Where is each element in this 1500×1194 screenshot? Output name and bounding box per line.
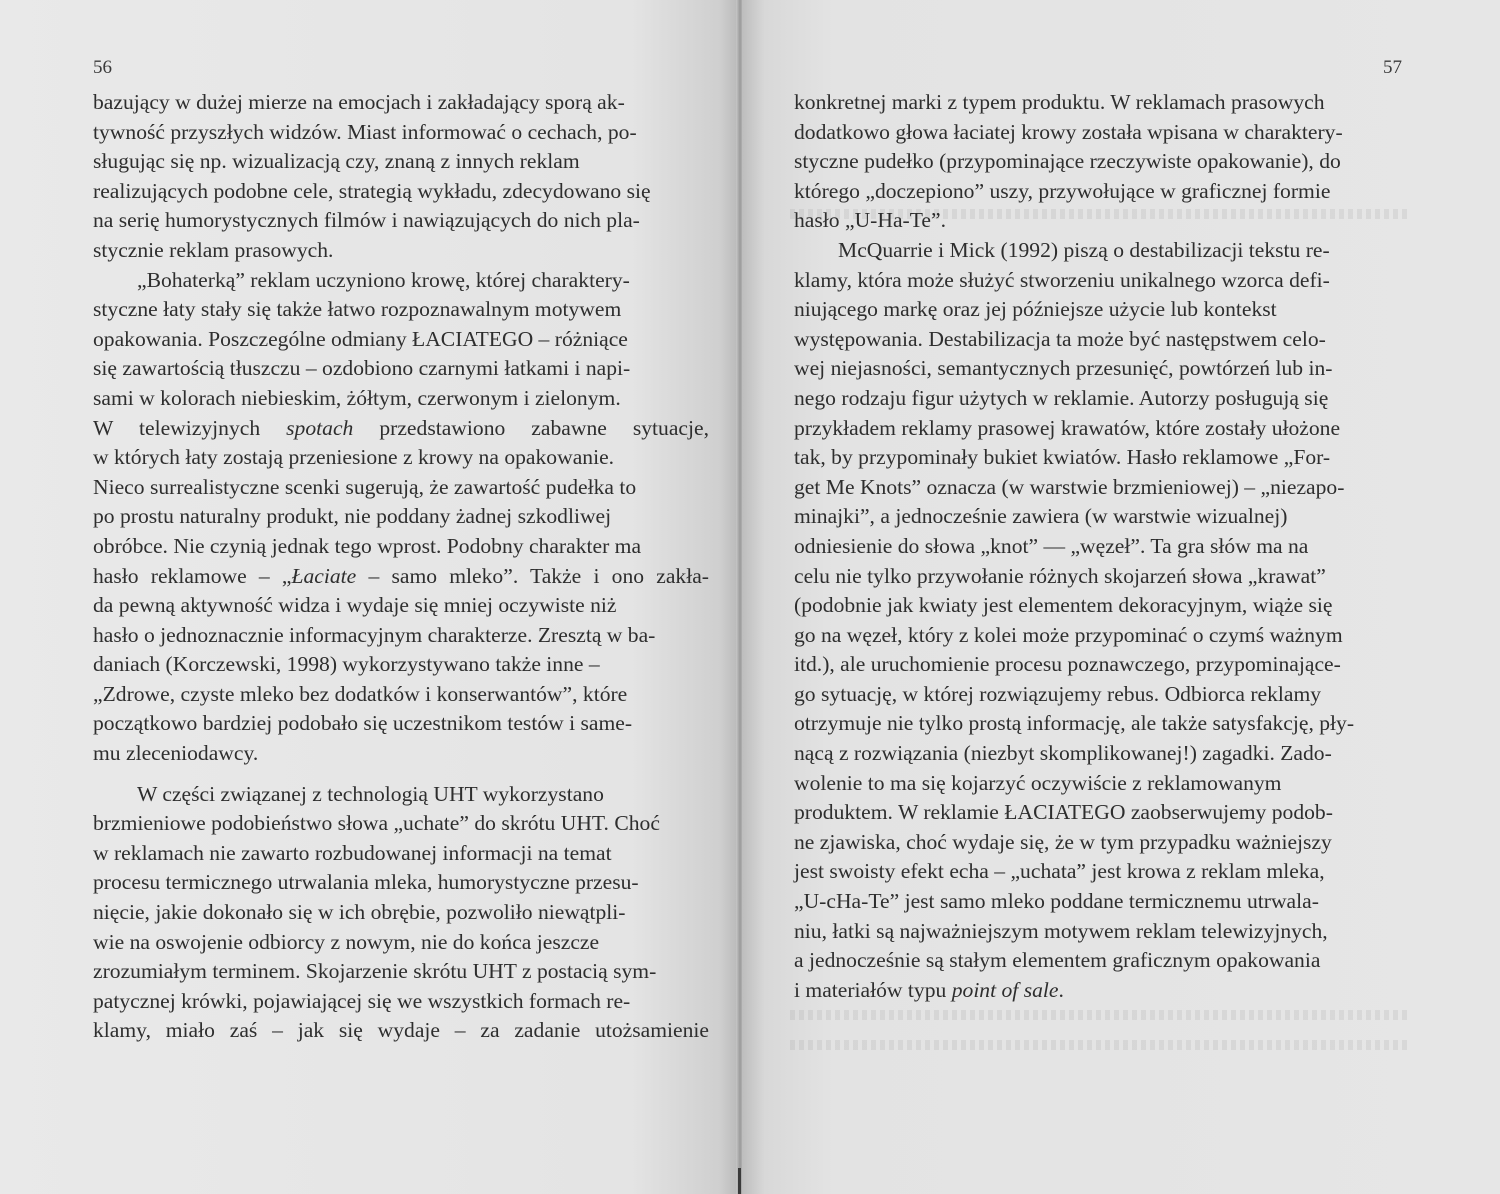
text-line: „Zdrowe, czyste mleko bez dodatków i konserwantów”, które xyxy=(93,681,628,706)
italic-term: spotach xyxy=(286,415,354,440)
text-line: daniach (Korczewski, 1998) wykorzystywano także inne – xyxy=(93,652,600,677)
text-line: procesu termicznego utrwalania mleka, humorystyczne przesu- xyxy=(93,870,639,895)
text-line xyxy=(93,562,709,592)
text-line: „U-cHa-Te” jest samo mleko poddane termicznemu utrwala- xyxy=(794,889,1319,914)
text-line: ne zjawiska, choć wydaje się, że w tym przypadku ważniejszy xyxy=(794,829,1332,854)
text-line: w których łaty zostają przeniesione z krowy na opakowanie. xyxy=(93,445,615,470)
text-line: sługując się np. wizualizacją czy, znaną z innych reklam xyxy=(93,149,580,174)
text-line: go sytuację, w której rozwiązujemy rebus. Odbiorca reklamy xyxy=(794,681,1322,706)
text-line: „Bohaterką” reklam uczyniono krowę, której charaktery- xyxy=(137,267,630,292)
text-line xyxy=(794,976,1408,1006)
text-line: a jednocześnie są stałym elementem graficznym opakowania xyxy=(794,948,1321,973)
paragraph xyxy=(794,236,1408,1005)
text-line: mu zleceniodawcy. xyxy=(93,741,259,766)
text-line: itd.), ale uruchomienie procesu poznawczego, przypominające- xyxy=(794,652,1341,677)
text-line: początkowo bardziej podobało się uczestnikom testów i same- xyxy=(93,711,633,736)
text-line: sami w kolorach niebieskim, żółtym, czerwonym i zielonym. xyxy=(93,385,621,410)
text-line: hasło „U-Ha-Te”. xyxy=(794,208,946,233)
text-line: realizujących podobne cele, strategią wykładu, zdecydowano się xyxy=(93,178,651,203)
text-line: otrzymuje nie tylko prostą informację, ale także satysfakcję, pły- xyxy=(794,711,1355,736)
left-page-body xyxy=(93,88,709,1046)
text-line: da pewną aktywność widza i wydaje się mniej oczywiste niż xyxy=(93,593,617,618)
text-line: dodatkowo głowa łaciatej krowy została wpisana w charaktery- xyxy=(794,119,1343,144)
text-line: przykładem reklamy prasowej krawatów, które zostały ułożone xyxy=(794,415,1341,440)
show-through-artifact xyxy=(790,209,1410,219)
text-line: Nieco surrealistyczne scenki sugerują, że zawartość pudełka to xyxy=(93,474,637,499)
text-segment: przedstawiono zabawne sytuacje, xyxy=(353,415,710,440)
binding-mark xyxy=(738,1168,741,1194)
text-line: po prostu naturalny produkt, nie poddany żadnej szkodliwej xyxy=(93,504,612,529)
text-line: zrozumiałym terminem. Skojarzenie skrótu UHT z postacią sym- xyxy=(93,959,657,984)
page-number-right: 57 xyxy=(1383,57,1402,78)
text-line: produktem. W reklamie ŁACIATEGO zaobserwujemy podob- xyxy=(794,800,1333,825)
text-line: w reklamach nie zawarto rozbudowanej informacji na temat xyxy=(93,840,612,865)
text-line: niu, łatki są najważniejszym motywem reklam telewizyjnych, xyxy=(794,918,1328,943)
text-line: nięcie, jakie dokonało się w ich obrębie, pozwoliło niewątpli- xyxy=(93,900,626,925)
text-line: niującego markę oraz jej późniejsze użycie lub kontekst xyxy=(794,297,1277,322)
paragraph xyxy=(93,780,709,1046)
text-segment: W telewizyjnych xyxy=(93,415,287,440)
italic-term: Łaciate xyxy=(291,563,357,588)
page-number-left: 56 xyxy=(93,57,112,78)
text-segment: . xyxy=(1058,977,1064,1002)
text-line: się zawartością tłuszczu – ozdobiono czarnymi łatkami i napi- xyxy=(93,356,631,381)
text-segment: i materiałów typu xyxy=(794,977,952,1002)
text-line: W części związanej z technologią UHT wykorzystano xyxy=(137,781,604,806)
text-line: wie na oswojenie odbiorcy z nowym, nie do końca jeszcze xyxy=(93,929,600,954)
text-line: bazujący w dużej mierze na emocjach i zakładający sporą ak- xyxy=(93,90,625,114)
text-line: opakowania. Poszczególne odmiany ŁACIATEGO – różniące xyxy=(93,326,628,351)
italic-term: point of sale xyxy=(951,977,1059,1002)
text-line: nącą z rozwiązania (niezbyt skomplikowanej!) zagadki. Zado- xyxy=(794,741,1332,766)
text-line: wej niejasności, semantycznych przesunięć, powtórzeń lub in- xyxy=(794,356,1333,381)
text-line: styczne pudełko (przypominające rzeczywiste opakowanie), do xyxy=(794,149,1341,174)
paragraph xyxy=(93,88,709,266)
text-line: tywność przyszłych widzów. Miast informować o cechach, po- xyxy=(93,119,637,144)
show-through-artifact xyxy=(790,1040,1410,1050)
paragraph xyxy=(93,266,709,769)
text-line: na serię humorystycznych filmów i nawiązujących do nich pla- xyxy=(93,208,640,233)
text-line: (podobnie jak kwiaty jest elementem dekoracyjnym, wiąże się xyxy=(794,593,1333,618)
right-page-body xyxy=(794,88,1408,1005)
left-page xyxy=(0,0,742,1194)
text-line: hasło o jednoznacznie informacyjnym charakterze. Zresztą w ba- xyxy=(93,622,656,647)
text-line: McQuarrie i Mick (1992) piszą o destabilizacji tekstu re- xyxy=(838,237,1330,262)
text-line: brzmieniowe podobieństwo słowa „uchate” do skrótu UHT. Choć xyxy=(93,811,660,836)
text-line: nego rodzaju figur użytych w reklamie. Autorzy posługują się xyxy=(794,385,1329,410)
text-segment: – samo mleko”. Także i ono zakła- xyxy=(356,563,709,588)
text-line: get Me Knots” oznacza (w warstwie brzmieniowej) – „niezapo- xyxy=(794,474,1345,499)
text-line: obróbce. Nie czynią jednak tego wprost. Podobny charakter ma xyxy=(93,533,642,558)
text-line: konkretnej marki z typem produktu. W reklamach prasowych xyxy=(794,90,1325,114)
text-line: stycznie reklam prasowych. xyxy=(93,237,334,262)
text-line: wolenie to ma się kojarzyć oczywiście z reklamowanym xyxy=(794,770,1282,795)
text-line xyxy=(93,414,709,444)
text-line: tak, by przypominały bukiet kwiatów. Hasło reklamowe „For- xyxy=(794,445,1331,470)
text-line: jest swoisty efekt echa – „uchata” jest krowa z reklam mleka, xyxy=(794,859,1325,884)
text-line: występowania. Destabilizacja ta może być następstwem celo- xyxy=(794,326,1326,351)
text-line: odniesienie do słowa „knot” — „węzeł”. Ta gra słów ma na xyxy=(794,533,1309,558)
text-line: minajki”, a jednocześnie zawiera (w warstwie wizualnej) xyxy=(794,504,1288,529)
text-line: patycznej krówki, pojawiającej się we wszystkich formach re- xyxy=(93,988,631,1013)
text-line: styczne łaty stały się także łatwo rozpoznawalnym motywem xyxy=(93,297,622,322)
show-through-artifact xyxy=(790,1010,1410,1020)
text-line: klamy, miało zaś – jak się wydaje – za zadanie utożsamienie xyxy=(93,1018,709,1043)
text-line: celu nie tylko przywołanie różnych skojarzeń słowa „krawat” xyxy=(794,563,1326,588)
text-line: klamy, która może służyć stworzeniu unikalnego wzorca defi- xyxy=(794,267,1330,292)
text-line: którego „doczepiono” uszy, przywołujące w graficznej formie xyxy=(794,178,1331,203)
text-segment: hasło reklamowe – „ xyxy=(93,563,292,588)
text-line: go na węzeł, który z kolei może przypominać o czymś ważnym xyxy=(794,622,1343,647)
